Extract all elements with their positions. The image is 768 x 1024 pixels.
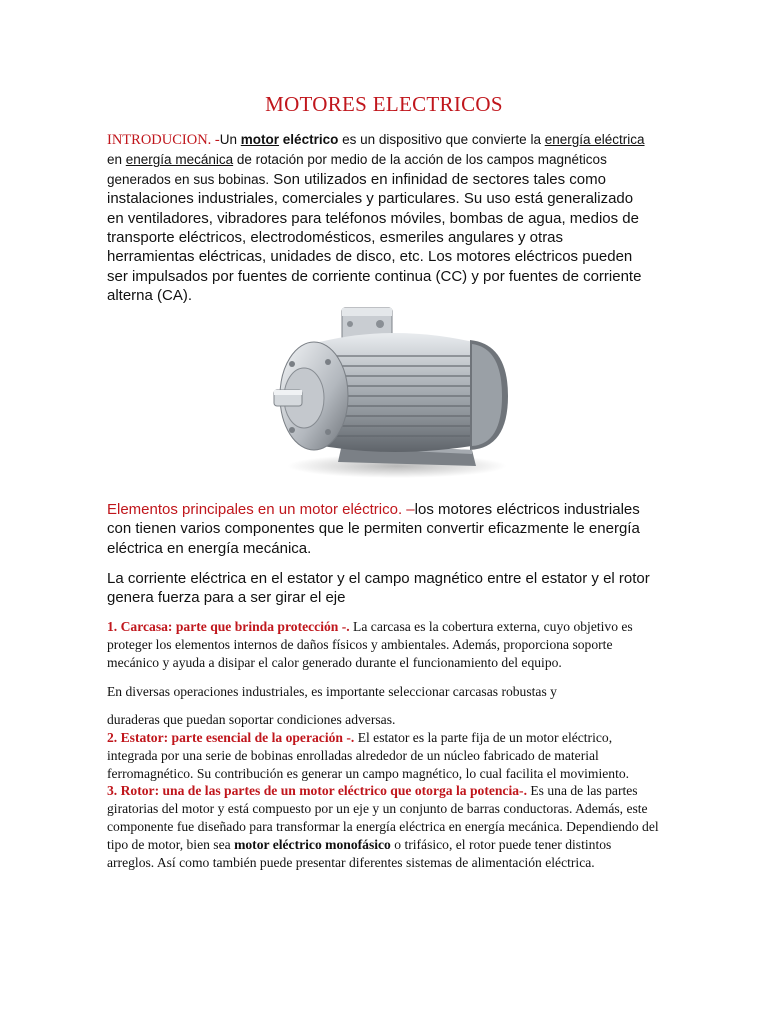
carcasa-text: La carcasa es la cobertura externa, cuyo objetivo es proteger los elementos internos de daños físicos y ambientales. Además, proporciona soporte mecánico y ayuda a disipar el calor generado durante el funcionamiento del equipo. bbox=[107, 619, 633, 670]
rotor-item bbox=[107, 782, 659, 871]
energia-mecanica-link[interactable]: energía mecánica bbox=[125, 152, 234, 168]
elementos-label: Elementos principales en un motor eléctrico. – bbox=[107, 501, 415, 518]
intro-text-4: en bbox=[107, 152, 126, 168]
rotor-text-2: o trifásico, el rotor puede tener distintos arreglos. Así como también puede presentar diferentes sistemas de alimentación eléctrica. bbox=[107, 836, 612, 870]
carcasa-paragraph-3: duraderas que puedan soportar condiciones adversas. bbox=[107, 712, 396, 728]
estator-item bbox=[107, 729, 659, 782]
corriente-paragraph: La corriente eléctrica en el estator y el campo magnético entre el estator y el rotor genera fuerza para a ser girar el eje bbox=[107, 570, 650, 607]
estator-text: El estator es la parte fija de un motor eléctrico, integrada por una serie de bobinas enrolladas alrededor de un núcleo fabricado de material ferromagnético. Su contribución es generar un campo magnético, lo cual facilita el movimiento. bbox=[107, 729, 630, 781]
energia-electrica-link[interactable]: energía eléctrica bbox=[544, 132, 645, 147]
rotor-bold: motor eléctrico monofásico bbox=[234, 836, 391, 852]
rotor-text-1: Es una de las partes giratorias del motor y está compuesto por un eje y un conjunto de barras conductoras. Además, este componente fue diseñado para transformar la energía eléctrica en energía mecánica. Dependiendo del tipo de motor, bien sea bbox=[107, 783, 659, 852]
intro-text-1: Un bbox=[219, 132, 241, 147]
intro-label: INTRODUCION. - bbox=[107, 132, 220, 148]
motor-link[interactable]: motor bbox=[240, 132, 280, 147]
page-title: MOTORES ELECTRICOS bbox=[265, 92, 503, 116]
carcasa-item bbox=[107, 618, 659, 671]
electric-motor-photo bbox=[272, 304, 510, 480]
elementos-text: los motores eléctricos industriales con tienen varios componentes que le permiten convertir eficazmente le energía eléctrica en energía mecánica. bbox=[107, 501, 640, 557]
elementos-paragraph bbox=[107, 500, 652, 558]
rotor-heading: 3. Rotor: una de las partes de un motor eléctrico que otorga la potencia-. bbox=[107, 783, 527, 799]
carcasa-heading: 1. Carcasa: parte que brinda protección -. bbox=[107, 619, 350, 634]
intro-paragraph bbox=[107, 130, 652, 306]
estator-heading: 2. Estator: parte esencial de la operación -. bbox=[107, 729, 355, 745]
electrico-word: eléctrico bbox=[282, 132, 339, 147]
components-list bbox=[107, 618, 659, 871]
carcasa-paragraph-2: En diversas operaciones industriales, es importante seleccionar carcasas robustas y bbox=[107, 684, 557, 700]
intro-text-5: de rotación por medio de la acción de los campos magnéticos generados en sus bobinas. bbox=[107, 152, 607, 187]
motor-illustration bbox=[272, 304, 510, 480]
intro-text-6: Son utilizados en infinidad de sectores tales como instalaciones industriales, comerciales y particulares. Su uso está generalizado en ventiladores, vibradores para teléfonos móviles, bombas de agua, medios de transporte eléctricos, electrodomésticos, esmeriles angulares y otras herramientas eléctricas, unidades de disco, etc. Los motores eléctricos pueden ser impulsados por fuentes de corriente continua (CC) y por fuentes de corriente alterna (CA). bbox=[107, 170, 642, 305]
intro-text-3: es un dispositivo que convierte la bbox=[338, 132, 545, 147]
